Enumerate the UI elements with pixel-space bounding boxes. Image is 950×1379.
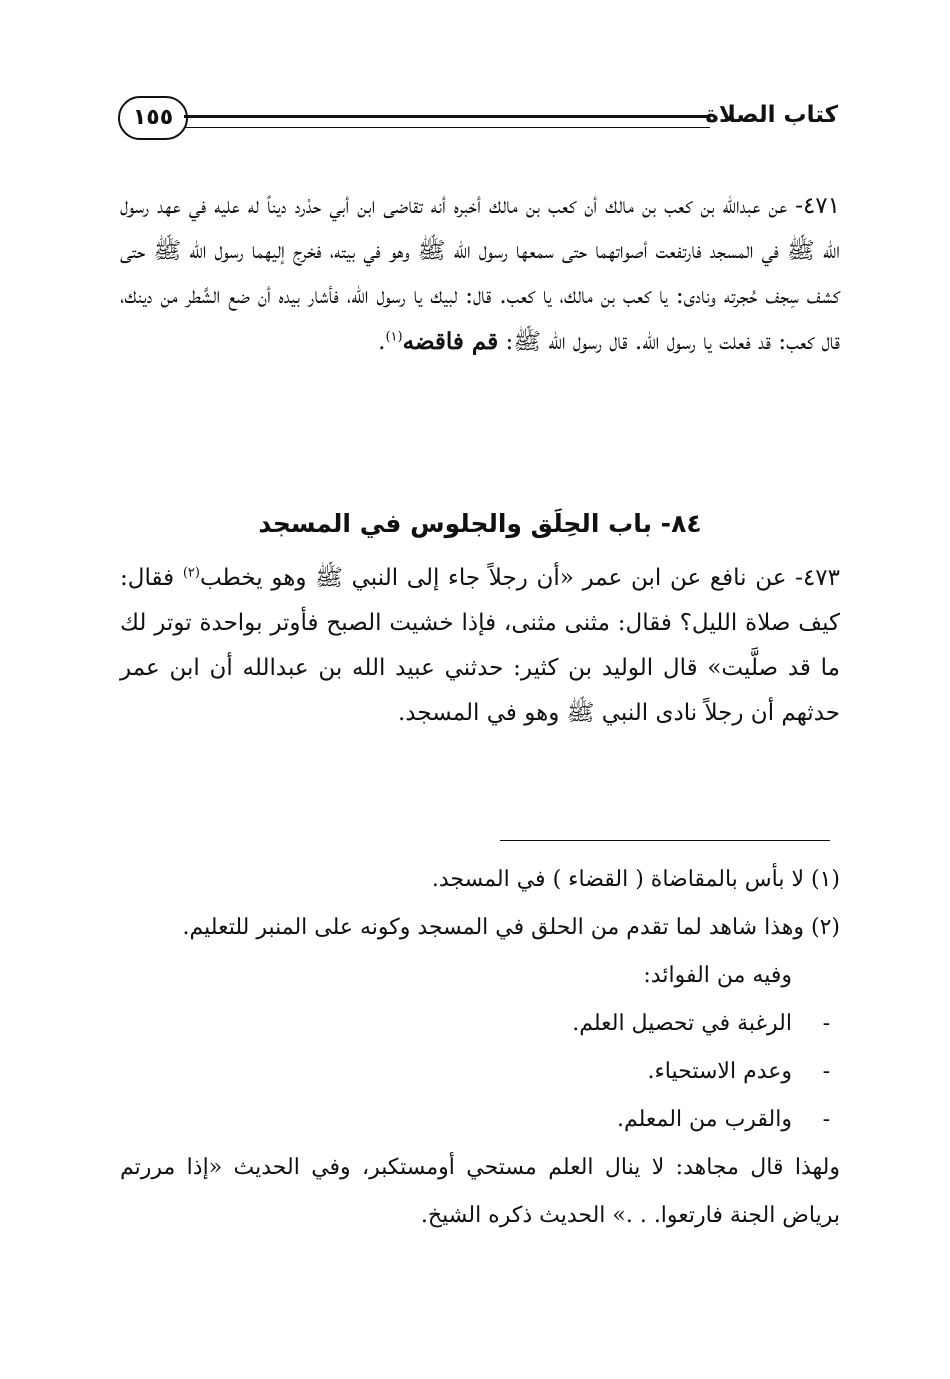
footnote-separator bbox=[500, 840, 830, 841]
hadith-473 bbox=[120, 556, 840, 736]
footnotes bbox=[120, 856, 840, 1240]
hadith-471 bbox=[120, 184, 840, 365]
hadith-471-quote: قم فاقضه bbox=[402, 328, 499, 355]
benefit-text: الرغبة في تحصيل العلم. bbox=[572, 1011, 792, 1036]
dash-marker: - bbox=[822, 1011, 830, 1036]
header-rule bbox=[184, 115, 710, 128]
page-number: ١٥٥ bbox=[118, 96, 188, 140]
dash-marker: - bbox=[822, 1059, 830, 1084]
hadith-471-text: ٤٧١- عن عبدالله بن كعب بن مالك أن كعب بن مالك أخبره أنه تقاضى ابن أبي حدْرد ديناً له عليه في عهد رسول الله ﷺ في المسجد فارتفعت أصواتهما حتى سمعها رسول الله ﷺ وهو في بيته، فخرج إليهما رسول الله ﷺ حتى كشف سِجف حُجرته ونادى: يا كعب بن مالك، يا كعب. قال: لبيك يا رسول الله، فأشار بيده أن ضع الشَّطر من دينك، قال كعب: قد فعلت يا رسول الله. قال رسول الله ﷺ: bbox=[120, 193, 840, 355]
benefit-item bbox=[120, 1048, 840, 1096]
hadith-473-text: ٤٧٣- عن نافع عن ابن عمر «أن رجلاً جاء إلى النبي ﷺ وهو يخطب bbox=[199, 565, 841, 591]
page-header bbox=[118, 96, 838, 146]
footnote-2: (٢) وهذا شاهد لما تقدم من الحلق في المسجد وكونه على المنبر للتعليم. bbox=[182, 915, 840, 940]
section-heading: ٨٤- باب الحِلَق والجلوس في المسجد bbox=[258, 509, 702, 538]
benefit-text: والقرب من المعلم. bbox=[616, 1107, 792, 1132]
hadith-471-end: . bbox=[378, 329, 386, 355]
footnote-ref-1: (١) bbox=[385, 329, 403, 345]
benefit-item bbox=[120, 1000, 840, 1048]
hadith-473-text-2: فقال: كيف صلاة الليل؟ فقال: مثنى مثنى، فإذا خشيت الصبح فأوتر بواحدة توتر لك ما قد صلَّيت» قال الوليد بن كثير: حدثني عبيد الله بن عبدالله أن ابن عمر حدثهم أن رجلاً نادى النبي ﷺ وهو في المسجد. bbox=[120, 565, 840, 726]
dash-marker: - bbox=[822, 1107, 830, 1132]
benefit-text: وعدم الاستحياء. bbox=[647, 1059, 792, 1084]
chapter-title: كتاب الصلاة bbox=[705, 102, 838, 128]
benefits-intro: وفيه من الفوائد: bbox=[643, 963, 792, 988]
benefit-item bbox=[120, 1096, 840, 1144]
footnote-1: (١) لا بأس بالمقاضاة ( القضاء ) في المسجد. bbox=[431, 867, 840, 892]
footnote-ref-2: (٢) bbox=[182, 565, 200, 581]
footnote-closing: ولهذا قال مجاهد: لا ينال العلم مستحي أومستكبر، وفي الحديث «إذا مررتم برياض الجنة فارتعوا. . .» الحديث ذكره الشيخ. bbox=[120, 1155, 840, 1228]
